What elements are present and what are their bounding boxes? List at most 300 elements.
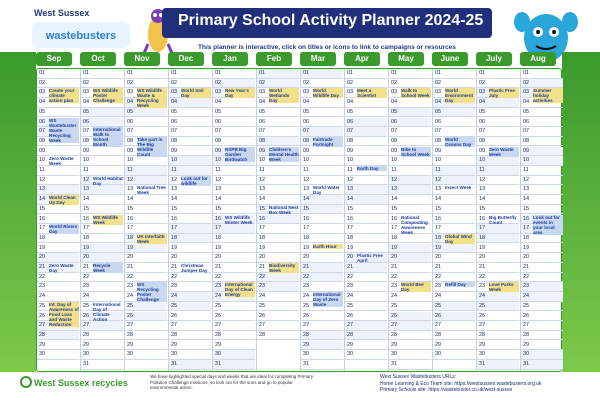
day-cell: 10 <box>213 156 255 166</box>
day-cell: 09 <box>257 147 299 157</box>
day-cell: 18 <box>345 234 387 244</box>
month-nov[interactable]: Nov <box>124 52 160 66</box>
day-cell: 18 <box>37 234 79 244</box>
footer <box>0 372 600 400</box>
event-link[interactable]: World Environment Day <box>445 88 474 104</box>
event-link[interactable]: Zero Waste Week <box>49 156 74 167</box>
day-cell: 01 <box>169 69 211 79</box>
day-cell: 21 <box>169 263 211 273</box>
day-cell: 28 <box>521 331 563 341</box>
day-cell: 23 <box>389 282 431 292</box>
day-cell: 02 <box>81 79 123 89</box>
day-cell: 15 <box>37 205 79 215</box>
event-link[interactable]: World Habitat Day <box>93 175 123 186</box>
event-link[interactable]: Look out for wildlife <box>181 176 211 186</box>
day-cell: 30 <box>345 350 387 360</box>
day-cell: 25 <box>345 302 387 312</box>
day-cell: 30 <box>521 350 563 360</box>
month-sep[interactable]: Sep <box>36 52 72 66</box>
day-cell: 16 <box>521 215 563 225</box>
event-link[interactable]: Biodiversity Week <box>269 263 299 273</box>
day-cell: 15 <box>81 205 123 215</box>
day-cell: 03 <box>389 88 431 98</box>
day-cell: 02 <box>169 79 211 89</box>
day-cell: 08 <box>389 137 431 147</box>
day-cell: 28 <box>81 331 123 341</box>
event-link[interactable]: WS Wildlife Waste & Recycling Week <box>137 88 167 108</box>
day-cell: 13 <box>169 185 211 195</box>
day-cell: 30 <box>301 350 343 360</box>
day-cell: 25 <box>477 302 519 312</box>
month-column-nov <box>125 69 167 371</box>
day-cell: 22 <box>169 273 211 283</box>
month-june[interactable]: June <box>432 52 468 66</box>
day-cell: 26 <box>81 312 123 322</box>
day-cell: 24 <box>433 292 475 302</box>
event-link[interactable]: Christmas Jumper Day <box>181 263 208 273</box>
right-green-strip <box>562 52 600 372</box>
event-link[interactable]: Zero Waste Week <box>489 147 519 157</box>
day-cell: 13 <box>125 185 167 195</box>
event-link[interactable]: Plastic Free April <box>357 253 383 264</box>
day-cell: 04 <box>477 98 519 108</box>
day-cell: 29 <box>433 341 475 351</box>
day-cell: 02 <box>125 79 167 89</box>
day-cell: 12 <box>389 176 431 186</box>
day-cell: 16 <box>433 215 475 225</box>
day-cell: 08 <box>521 137 563 147</box>
event-link[interactable]: World Soil Day <box>181 88 211 98</box>
day-cell: 24 <box>257 292 299 302</box>
day-cell: 02 <box>213 79 255 89</box>
event-link[interactable]: WS Wildlife Week <box>93 215 123 225</box>
day-cell: 15 <box>257 205 299 215</box>
event-link[interactable]: National Nest Box Week <box>269 204 299 215</box>
day-cell: 13 <box>345 185 387 195</box>
day-cell: 23 <box>301 282 343 292</box>
day-cell: 13 <box>433 185 475 195</box>
event-link[interactable]: World Wildlife Day <box>313 88 343 98</box>
month-dec[interactable]: Dec <box>168 52 204 66</box>
event-link[interactable]: Look out for events in your local area <box>533 215 563 235</box>
day-cell: 01 <box>345 69 387 79</box>
day-cell: 11 <box>37 166 79 176</box>
day-cell: 27 <box>301 321 343 331</box>
day-cell: 29 <box>81 341 123 351</box>
month-may[interactable]: May <box>388 52 424 66</box>
month-column-aug <box>521 69 563 371</box>
day-cell: 31 <box>389 360 431 370</box>
month-july[interactable]: July <box>476 52 512 66</box>
day-cell: 25 <box>125 302 167 312</box>
day-cell: 05 <box>37 108 79 118</box>
day-cell: 24 <box>345 292 387 302</box>
day-cell: 20 <box>125 253 167 263</box>
day-cell: 11 <box>433 166 475 176</box>
event-link[interactable]: International Walk to School Month <box>93 127 123 147</box>
day-cell: 01 <box>433 69 475 79</box>
event-link[interactable]: Plastic Free July <box>489 88 519 98</box>
day-cell: 20 <box>257 253 299 263</box>
day-cell: 21 <box>81 263 123 273</box>
day-cell: 18 <box>257 234 299 244</box>
day-cell: 25 <box>169 302 211 312</box>
day-cell: 30 <box>433 350 475 360</box>
day-cell: 27 <box>433 321 475 331</box>
event-link[interactable]: World Clean Up Day <box>49 195 79 205</box>
day-cell: 05 <box>81 108 123 118</box>
day-cell: 13 <box>389 185 431 195</box>
day-cell: 31 <box>213 360 255 370</box>
day-cell: 16 <box>125 215 167 225</box>
day-cell: 26 <box>301 312 343 322</box>
day-cell: 21 <box>433 263 475 273</box>
day-cell: 28 <box>433 331 475 341</box>
month-header-row <box>36 52 560 66</box>
day-cell: 16 <box>389 215 431 225</box>
day-cell: 10 <box>521 156 563 166</box>
day-cell: 11 <box>257 166 299 176</box>
day-cell: 22 <box>213 273 255 283</box>
day-cell: 24 <box>81 292 123 302</box>
day-cell: 16 <box>81 215 123 225</box>
day-cell: 08 <box>301 137 343 147</box>
day-cell: 04 <box>389 98 431 108</box>
day-cell: 13 <box>213 185 255 195</box>
event-link[interactable]: Bike to School Week <box>401 146 430 157</box>
event-link[interactable]: New Year's Day <box>225 88 255 98</box>
day-cell: 24 <box>125 292 167 302</box>
event-link[interactable]: Insect Week <box>445 185 472 191</box>
day-cell: 28 <box>169 331 211 341</box>
day-cell: 14 <box>37 195 79 205</box>
day-cell: 20 <box>521 253 563 263</box>
link-2-row[interactable] <box>380 387 541 394</box>
day-cell: 17 <box>345 224 387 234</box>
day-cell: 03 <box>433 88 475 98</box>
day-cell: 09 <box>213 147 255 157</box>
day-cell: 03 <box>257 88 299 98</box>
day-cell: 17 <box>81 224 123 234</box>
day-cell: 09 <box>389 147 431 157</box>
day-cell: 02 <box>433 79 475 89</box>
month-mar[interactable]: Mar <box>300 52 336 66</box>
day-cell: 28 <box>477 331 519 341</box>
day-cell: 29 <box>213 341 255 351</box>
day-cell: 08 <box>433 137 475 147</box>
day-cell: 08 <box>477 137 519 147</box>
event-link[interactable]: World Wetlands Day <box>269 88 299 103</box>
day-cell: 14 <box>169 195 211 205</box>
day-cell: 07 <box>213 127 255 137</box>
org-name: West Sussex <box>34 8 90 18</box>
day-cell: 20 <box>433 253 475 263</box>
day-cell: 27 <box>345 321 387 331</box>
day-cell: 27 <box>477 321 519 331</box>
day-cell: 08 <box>213 137 255 147</box>
event-link[interactable]: Fairtrade Fortnight <box>313 137 343 147</box>
day-cell: 23 <box>433 282 475 292</box>
event-link[interactable]: Recycle Week <box>93 263 123 273</box>
day-cell: 03 <box>169 88 211 98</box>
day-cell: 02 <box>37 79 79 89</box>
day-cell: 06 <box>169 118 211 128</box>
event-link[interactable]: WS Wildlife Poster Challenge <box>93 88 123 103</box>
event-link[interactable]: Meet a Scientist <box>357 88 387 98</box>
day-cell: 28 <box>37 331 79 341</box>
day-cell: 06 <box>125 118 167 128</box>
month-column-june <box>433 69 475 371</box>
day-cell: 22 <box>521 273 563 283</box>
day-cell: 20 <box>345 253 387 263</box>
day-cell: 16 <box>257 215 299 225</box>
day-cell: 03 <box>477 88 519 98</box>
event-link[interactable]: International Day of Zero Waste <box>313 292 343 307</box>
day-cell: 23 <box>521 282 563 292</box>
month-oct[interactable]: Oct <box>80 52 116 66</box>
event-link[interactable]: Zero Waste Day <box>49 263 74 273</box>
event-link[interactable]: Earth Hour <box>313 244 343 249</box>
wastebusters-logo[interactable] <box>32 22 130 48</box>
day-cell: 10 <box>389 156 431 166</box>
day-cell: 24 <box>213 292 255 302</box>
day-cell: 17 <box>521 224 563 234</box>
event-link[interactable]: World Bee Day <box>401 282 431 292</box>
day-cell: 11 <box>521 166 563 176</box>
day-cell: 13 <box>37 185 79 195</box>
day-cell: 02 <box>521 79 563 89</box>
day-cell: 10 <box>125 156 167 166</box>
day-cell: 18 <box>125 234 167 244</box>
event-link[interactable]: Earth Day <box>357 166 387 171</box>
day-cell: 01 <box>213 69 255 79</box>
day-cell: 24 <box>37 292 79 302</box>
day-cell: 17 <box>301 224 343 234</box>
event-link[interactable]: WS Wastebuster Waste Recycling Week <box>49 118 79 143</box>
day-cell: 01 <box>389 69 431 79</box>
day-cell: 20 <box>81 253 123 263</box>
day-cell: 21 <box>345 263 387 273</box>
recycle-icon <box>20 376 32 388</box>
day-cell: 16 <box>169 215 211 225</box>
event-link[interactable]: Big Butterfly Count <box>489 214 517 225</box>
day-cell: 09 <box>521 147 563 157</box>
event-link[interactable]: WS Wildlife Winter Week <box>225 214 253 225</box>
day-cell: 09 <box>37 147 79 157</box>
day-cell: 15 <box>345 205 387 215</box>
day-cell: 07 <box>125 127 167 137</box>
day-cell: 15 <box>521 205 563 215</box>
event-link[interactable]: International Day of Climate Action <box>93 301 121 322</box>
day-cell: 01 <box>257 69 299 79</box>
day-cell: 06 <box>433 118 475 128</box>
day-cell: 19 <box>257 244 299 254</box>
day-cell: 05 <box>213 108 255 118</box>
day-cell: 28 <box>213 331 255 341</box>
day-cell: 21 <box>37 263 79 273</box>
event-link[interactable]: Create your climate action plan <box>49 88 79 103</box>
day-cell: 13 <box>521 185 563 195</box>
day-cell: 31 <box>169 360 211 370</box>
day-cell: 03 <box>37 88 79 98</box>
day-cell: 18 <box>433 234 475 244</box>
day-cell: 12 <box>521 176 563 186</box>
day-cell: 06 <box>389 118 431 128</box>
day-cell: 06 <box>345 118 387 128</box>
event-link[interactable]: National Composting Awareness Week <box>401 214 428 235</box>
event-link[interactable]: World Water Day <box>313 185 340 196</box>
day-cell: 29 <box>125 341 167 351</box>
day-cell: 08 <box>37 137 79 147</box>
day-cell: 15 <box>477 205 519 215</box>
day-cell: 27 <box>125 321 167 331</box>
event-link[interactable]: Summer holiday activities <box>533 88 563 103</box>
day-cell: 25 <box>433 302 475 312</box>
day-cell: 30 <box>169 350 211 360</box>
day-cell: 22 <box>37 273 79 283</box>
day-cell: 04 <box>345 98 387 108</box>
day-cell: 18 <box>169 234 211 244</box>
month-apr[interactable]: Apr <box>344 52 380 66</box>
day-cell: 30 <box>81 350 123 360</box>
day-cell: 06 <box>257 118 299 128</box>
day-cell: 10 <box>433 156 475 166</box>
day-cell: 22 <box>125 273 167 283</box>
day-cell: 02 <box>345 79 387 89</box>
day-cell: 27 <box>37 321 79 331</box>
brand-text[interactable]: West Sussex recycles <box>34 378 128 388</box>
day-cell: 04 <box>257 98 299 108</box>
day-cell: 13 <box>257 185 299 195</box>
event-link[interactable]: World Oceans Day <box>445 137 475 147</box>
day-cell: 26 <box>213 312 255 322</box>
day-cell: 05 <box>169 108 211 118</box>
day-cell: 15 <box>213 205 255 215</box>
day-cell: 09 <box>433 147 475 157</box>
event-link[interactable]: Global Wind Day <box>445 234 475 244</box>
footer-links <box>380 374 541 394</box>
day-cell: 11 <box>125 166 167 176</box>
day-cell: 07 <box>477 127 519 137</box>
day-cell: 18 <box>477 234 519 244</box>
event-link[interactable]: National Tree Week <box>137 185 166 196</box>
day-cell: 28 <box>345 331 387 341</box>
month-column-jan <box>213 69 255 371</box>
day-cell: 12 <box>125 176 167 186</box>
page-subtitle: This planner is interactive, click on titles or icons to link to campaigns or resources <box>198 44 456 51</box>
day-cell: 23 <box>37 282 79 292</box>
event-link[interactable]: Children's Mental Health Week <box>269 146 299 162</box>
event-link[interactable]: Walk to School Week <box>401 88 430 99</box>
day-cell: 22 <box>301 273 343 283</box>
month-column-may <box>389 69 431 371</box>
day-cell: 08 <box>125 137 167 147</box>
link-2-label: Primary Schools site: <box>380 387 427 393</box>
day-cell: 17 <box>125 224 167 234</box>
month-aug[interactable]: Aug <box>520 52 556 66</box>
event-link[interactable]: UK Interfaith Week <box>137 234 167 244</box>
day-cell: 24 <box>389 292 431 302</box>
day-cell: 17 <box>257 224 299 234</box>
event-link[interactable]: Take part in The Big Wildlife Count <box>137 137 167 157</box>
month-feb[interactable]: Feb <box>256 52 292 66</box>
day-cell: 17 <box>213 224 255 234</box>
day-cell: 01 <box>521 69 563 79</box>
day-cell: 05 <box>345 108 387 118</box>
event-link[interactable]: Refill Day <box>445 282 475 287</box>
day-cell: 07 <box>301 127 343 137</box>
month-jan[interactable]: Jan <box>212 52 248 66</box>
day-cell: 29 <box>521 341 563 351</box>
day-cell: 19 <box>81 244 123 254</box>
day-cell: 08 <box>169 137 211 147</box>
day-cell: 08 <box>81 137 123 147</box>
page-title[interactable]: Primary School Activity Planner 2024-25 <box>178 12 484 29</box>
event-link[interactable]: World Rivers Day <box>49 224 78 235</box>
day-cell: 06 <box>37 118 79 128</box>
event-link[interactable]: WS Recycling Poster Challenge <box>137 282 167 302</box>
day-cell: 11 <box>345 166 387 176</box>
day-cell: 30 <box>37 350 79 360</box>
day-cell: 21 <box>389 263 431 273</box>
day-cell: 22 <box>345 273 387 283</box>
day-cell: 01 <box>125 69 167 79</box>
event-link[interactable]: Int. Day of Awareness of Food Loss and Waste Reduction <box>49 301 79 327</box>
link-1[interactable]: https://westsussex.wastebusters.org.uk <box>454 380 542 387</box>
day-cell: 02 <box>389 79 431 89</box>
day-cell: 21 <box>477 263 519 273</box>
day-cell: 13 <box>81 185 123 195</box>
event-link[interactable]: International Day of Clean Energy <box>225 282 255 297</box>
day-cell: 19 <box>213 244 255 254</box>
day-cell: 24 <box>477 292 519 302</box>
month-column-dec <box>169 69 211 371</box>
day-cell: 03 <box>213 88 255 98</box>
day-cell: 14 <box>477 195 519 205</box>
day-cell: 30 <box>213 350 255 360</box>
day-cell: 09 <box>477 147 519 157</box>
link-2[interactable]: https://wastebuster.co.uk/west-sussex <box>428 387 513 393</box>
day-cell: 19 <box>169 244 211 254</box>
day-cell: 19 <box>477 244 519 254</box>
day-cell: 04 <box>37 98 79 108</box>
event-link[interactable]: Love Parks Week <box>489 282 519 292</box>
day-cell: 31 <box>521 360 563 370</box>
day-cell: 27 <box>81 321 123 331</box>
day-cell: 29 <box>345 341 387 351</box>
day-cell: 20 <box>37 253 79 263</box>
day-cell: 10 <box>477 156 519 166</box>
day-cell: 06 <box>521 118 563 128</box>
day-cell: 29 <box>37 341 79 351</box>
day-cell: 21 <box>213 263 255 273</box>
day-cell: 22 <box>433 273 475 283</box>
day-cell: 07 <box>81 127 123 137</box>
day-cell: 07 <box>257 127 299 137</box>
day-cell: 20 <box>477 253 519 263</box>
day-cell: 12 <box>257 176 299 186</box>
day-cell: 31 <box>81 360 123 370</box>
day-cell: 07 <box>345 127 387 137</box>
day-cell: 01 <box>81 69 123 79</box>
day-cell: 26 <box>521 312 563 322</box>
link-1-label: Home Learning & Eco Team site: <box>380 380 454 387</box>
month-column-july <box>477 69 519 371</box>
event-link[interactable]: RSPB Big Garden Birdwatch <box>225 147 255 162</box>
day-cell: 18 <box>521 234 563 244</box>
day-cell: 05 <box>257 108 299 118</box>
day-cell: 17 <box>37 224 79 234</box>
